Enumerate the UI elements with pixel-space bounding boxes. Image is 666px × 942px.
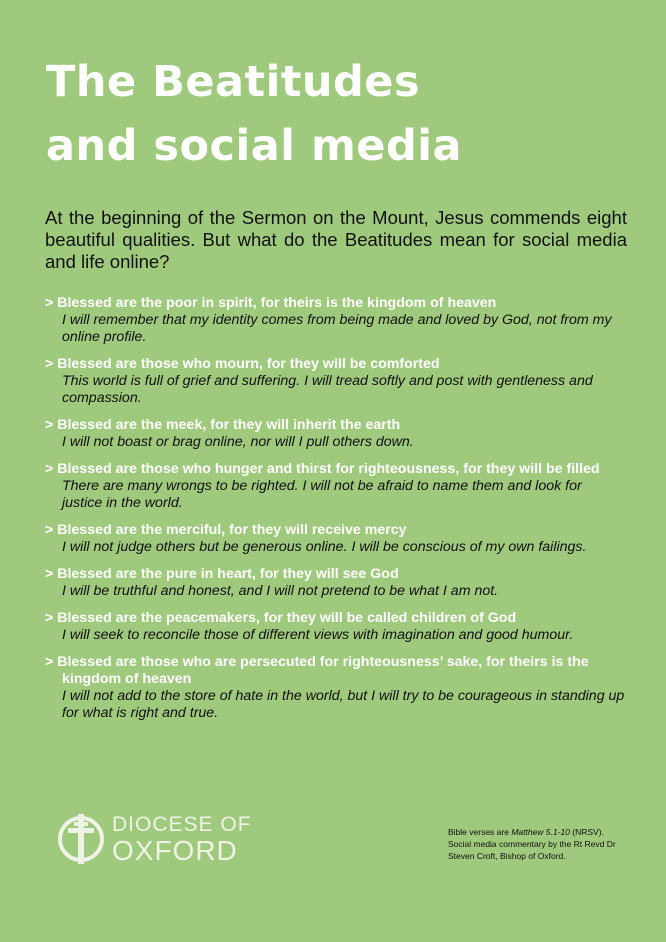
intro-paragraph: At the beginning of the Sermon on the Mount, Jesus commends eight beautiful qualities. But what do the Beatitudes mean for social media and life online? xyxy=(45,207,627,272)
beatitude-heading: > Blessed are those who are persecuted for righteousness’ sake, for theirs is the kingdom of heaven xyxy=(45,654,589,687)
credit-suffix: (NRSV). Social media commentary by the Rt Revd Dr Steven Croft, Bishop of Oxford. xyxy=(448,827,616,861)
beatitude-heading: > Blessed are the poor in spirit, for theirs is the kingdom of heaven xyxy=(45,295,497,311)
beatitudes-list xyxy=(45,295,625,732)
beatitude-heading: > Blessed are those who hunger and thirst for righteousness, for they will be filled xyxy=(45,461,600,477)
beatitude-item xyxy=(45,461,625,512)
cross-in-circle-icon xyxy=(57,811,109,867)
beatitude-comment: I will not boast or brag online, nor will I pull others down. xyxy=(62,434,414,450)
beatitude-heading: > Blessed are those who mourn, for they will be comforted xyxy=(45,356,440,372)
beatitude-item xyxy=(45,610,625,644)
beatitude-comment: I will seek to reconcile those of different views with imagination and good humour. xyxy=(62,627,574,643)
beatitude-item xyxy=(45,356,625,407)
beatitude-heading: > Blessed are the meek, for they will inherit the earth xyxy=(45,417,401,433)
credit-note xyxy=(448,826,628,862)
beatitude-comment: I will not add to the store of hate in the world, but I will try to be courageous in standing up for what is right and true. xyxy=(62,688,625,721)
credit-reference: Matthew 5.1-10 xyxy=(511,827,570,837)
diocese-logo xyxy=(57,811,252,867)
beatitude-comment: I will remember that my identity comes from being made and loved by God, not from my online profile. xyxy=(62,312,612,345)
beatitude-item xyxy=(45,295,625,346)
beatitude-item xyxy=(45,654,625,722)
logo-text-diocese: DIOCESE OF xyxy=(112,813,252,836)
title-line-1: The Beatitudes xyxy=(46,57,421,107)
title-line-2: and social media xyxy=(46,121,462,171)
beatitude-heading: > Blessed are the merciful, for they will receive mercy xyxy=(45,522,407,538)
beatitude-heading: > Blessed are the pure in heart, for they will see God xyxy=(45,566,399,582)
beatitude-heading: > Blessed are the peacemakers, for they will be called children of God xyxy=(45,610,517,626)
beatitude-item xyxy=(45,417,625,451)
credit-prefix: Bible verses are xyxy=(448,827,512,837)
logo-text-oxford: OXFORD xyxy=(112,835,238,866)
beatitude-item xyxy=(45,522,625,556)
beatitude-comment: I will be truthful and honest, and I will not pretend to be what I am not. xyxy=(62,583,499,599)
page-title xyxy=(46,50,462,178)
beatitude-item xyxy=(45,566,625,600)
beatitude-comment: This world is full of grief and suffering. I will tread softly and post with gentleness and compassion. xyxy=(62,373,593,406)
beatitude-comment: I will not judge others but be generous online. I will be conscious of my own failings. xyxy=(62,539,587,555)
beatitude-comment: There are many wrongs to be righted. I will not be afraid to name them and look for justice in the world. xyxy=(62,478,582,511)
